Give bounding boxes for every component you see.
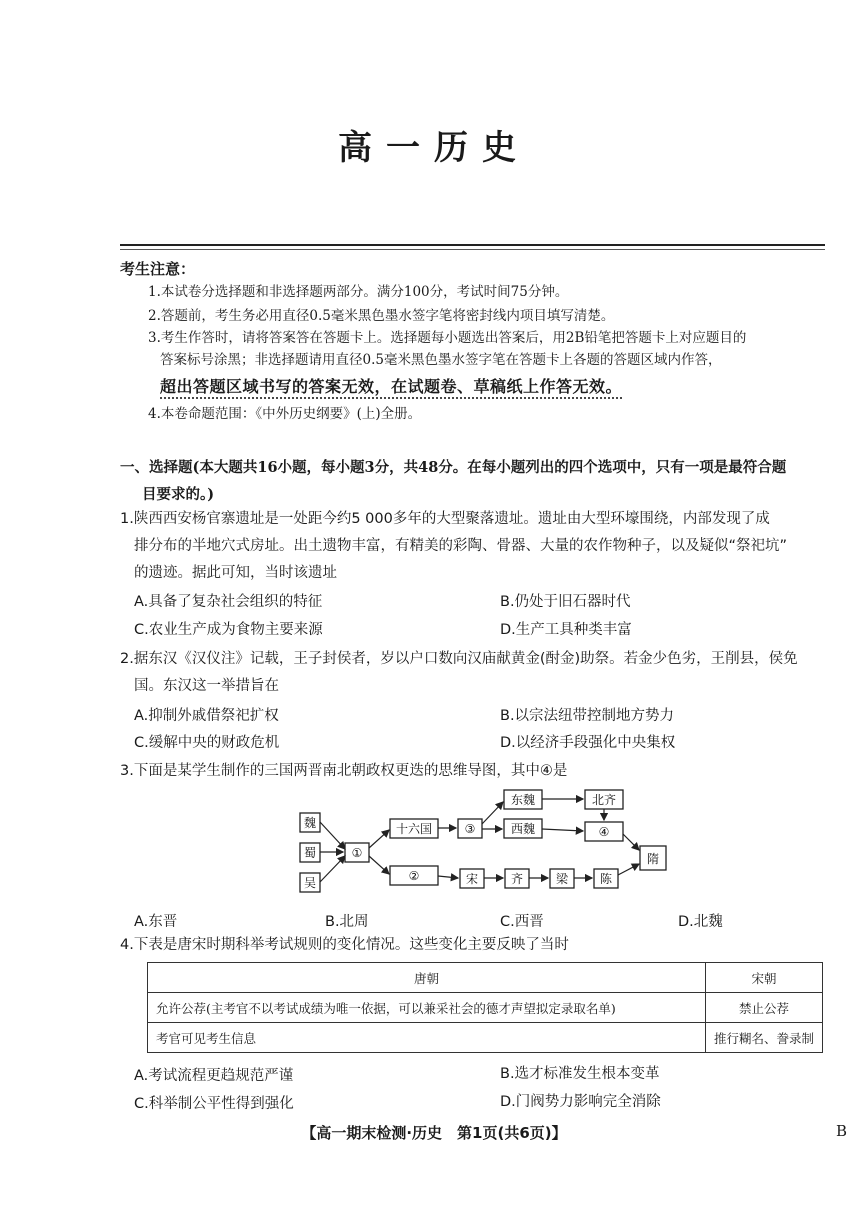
node-blank-4: ④ [598,825,610,839]
option-b[interactable]: B.选才标准发生根本变革 [500,1066,660,1082]
page-title: 高一历史 [338,128,530,168]
table-cell: 推行糊名、誊录制 [706,1023,823,1053]
option-a[interactable]: A.东晋 [134,914,178,930]
option-a[interactable]: A.抑制外戚借祭祀扩权 [134,708,279,724]
notice-item: 4.本卷命题范围：《中外历史纲要》(上)全册。 [148,406,422,422]
exam-rules-table [147,962,823,1053]
question-4: 4.下表是唐宋时期科举考试规则的变化情况。这些变化主要反映了当时 [120,937,569,953]
option-c[interactable]: C.科举制公平性得到强化 [134,1096,294,1112]
section-heading: 一、选择题(本大题共16小题，每小题3分，共48分。在每小题列出的四个选项中，只有一项是最符合题 目要求的。) [120,459,787,503]
option-c[interactable]: C.缓解中央的财政危机 [134,735,280,751]
node-sui: 隋 [646,852,660,866]
option-b[interactable]: B.仍处于旧石器时代 [500,594,631,610]
option-d[interactable]: D.北魏 [678,914,723,930]
question-1: 1.陕西西安杨官寨遗址是一处距今约5 000多年的大型聚落遗址。遗址由大型环壕围绕，内部发现了成 排分布的半地穴式房址。出土遗物丰富，有精美的彩陶、骨器、大量的农作物种子，以及疑似“祭祀坑” 的遗迹。据此可知，当时该遗址 [120,511,788,581]
node-wu: 吴 [303,876,317,890]
node-blank-2: ② [408,869,420,883]
node-chen: 陈 [599,872,613,886]
notice-heading: 考生注意： [120,260,196,278]
notice-emphasis: 超出答题区域书写的答案无效，在试题卷、草稿纸上作答无效。 [160,377,623,396]
node-xiwei: 西魏 [510,822,536,836]
notice-item: 2.答题前，考生务必用直径0.5毫米黑色墨水签字笔将密封线内项目填写清楚。 [148,308,615,324]
node-blank-3: ③ [464,822,476,836]
node-wei: 魏 [303,816,317,830]
node-qi: 齐 [510,872,524,886]
question-2: 2.据东汉《汉仪注》记载，王子封侯者，岁以户口数向汉庙献黄金(酎金)助祭。若金少色劣，王削县，侯免 国。东汉这一举措旨在 [120,651,798,694]
notice-item: 答案标号涂黑；非选择题请用直径0.5毫米黑色墨水签字笔在答题卡上各题的答题区域内作答， [160,352,722,368]
page-footer: 【高一期末检测·历史 第1页(共6页)】 [301,1124,567,1142]
option-c[interactable]: C.西晋 [500,914,544,930]
option-b[interactable]: B.北周 [325,914,369,930]
regime-mind-map [290,780,690,900]
node-sixteen-kingdoms: 十六国 [395,822,433,836]
title-divider [120,244,825,250]
table-header-song: 宋朝 [706,963,823,993]
node-dongwei: 东魏 [510,793,536,807]
table-header-tang: 唐朝 [148,963,706,993]
node-shu: 蜀 [303,846,317,860]
node-blank-1: ① [351,846,363,860]
node-song: 宋 [465,872,479,886]
table-cell: 禁止公荐 [706,993,823,1023]
option-d[interactable]: D.以经济手段强化中央集权 [500,735,676,751]
paper-version-mark: B [836,1122,848,1140]
notice-item: 1.本试卷分选择题和非选择题两部分。满分100分，考试时间75分钟。 [148,284,569,300]
table-cell: 允许公荐(主考官不以考试成绩为唯一依据，可以兼采社会的德才声望拟定录取名单) [148,993,706,1023]
notice-item: 3.考生作答时，请将答案答在答题卡上。选择题每小题选出答案后，用2B铅笔把答题卡上对应题目的 [148,330,747,346]
table-cell: 考官可见考生信息 [148,1023,706,1053]
option-a[interactable]: A.考试流程更趋规范严谨 [134,1068,294,1084]
option-c[interactable]: C.农业生产成为食物主要来源 [134,622,323,638]
node-beiqi: 北齐 [591,793,617,807]
option-d[interactable]: D.生产工具种类丰富 [500,622,632,638]
option-a[interactable]: A.具备了复杂社会组织的特征 [134,594,323,610]
question-3: 3.下面是某学生制作的三国两晋南北朝政权更迭的思维导图，其中④是 [120,763,568,779]
option-d[interactable]: D.门阀势力影响完全消除 [500,1094,661,1110]
option-b[interactable]: B.以宗法纽带控制地方势力 [500,708,675,724]
node-liang: 梁 [555,872,569,886]
